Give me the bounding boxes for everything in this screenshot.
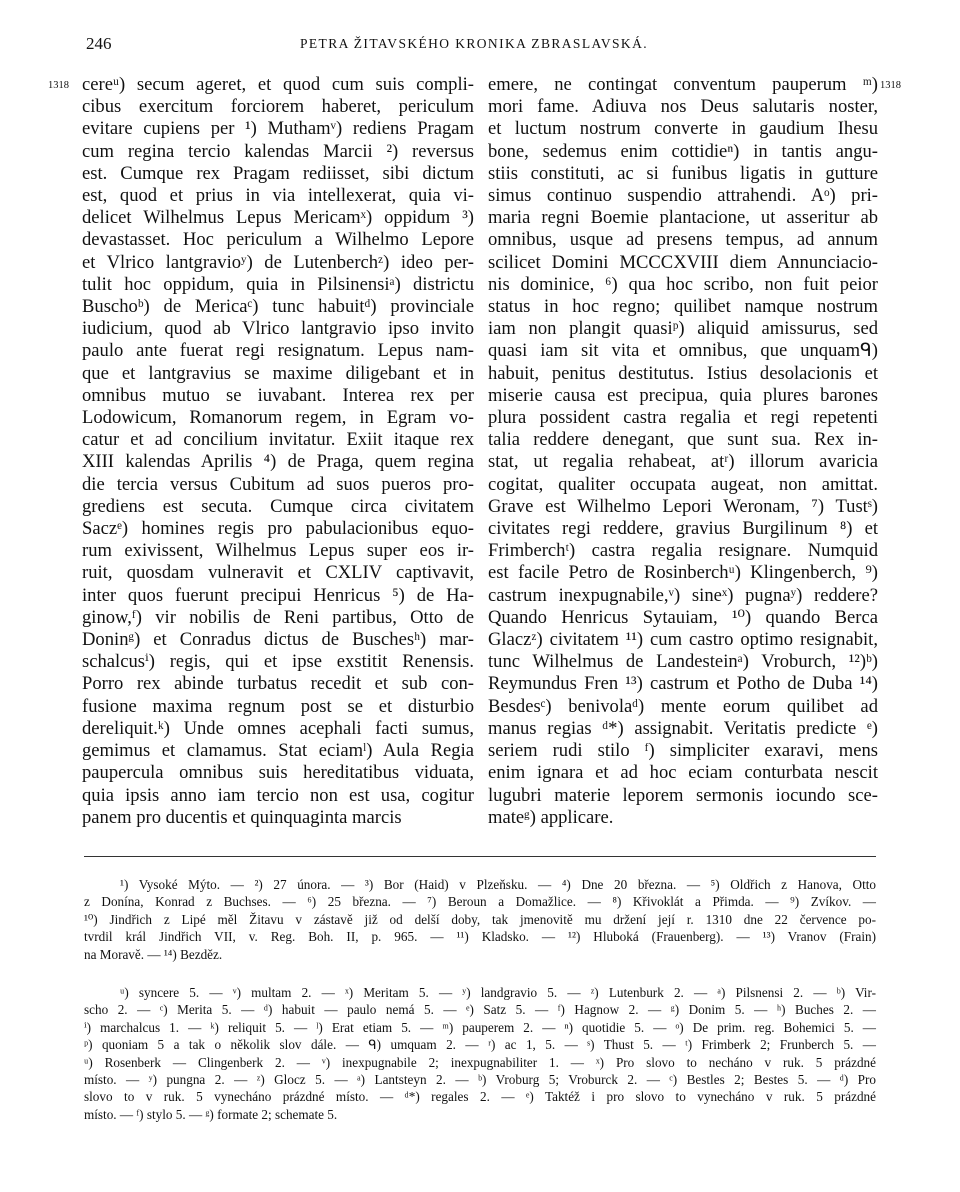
text-line: XIII kalendas Aprilis ⁴) de Praga, quem regina	[82, 451, 474, 473]
text-line: grediens est secuta. Cumque circa civitatem	[82, 495, 474, 517]
text-line: ruit, quosdam vulneravit et CXLIV captivavit,	[82, 562, 474, 584]
text-line: paupercula omnibus suis hereditatibus viduata,	[82, 762, 474, 784]
text-line: miserie causa est precipua, quia plures barones	[488, 384, 878, 406]
footnote-line: ¹⁰) Jindřich z Lipé měl Žitavu v zástavě již od delší doby, tak jmenovitě mu držení její r. 1310 dne 22 července po-	[84, 911, 876, 927]
text-line: emere, ne contingat conventum pauperum ᵐ)	[488, 74, 878, 95]
text-line: gemimus et clamamus. Stat eciamˡ) Aula Regia	[82, 740, 474, 762]
variant-note-line: scho 2. — ᶜ) Merita 5. — ᵈ) habuit — paulo nemá 5. — ᵉ) Satz 5. — ᶠ) Hagnow 2. — ᵍ) Donim 5. — ʰ) Buches 2. —	[84, 1002, 876, 1018]
text-line: nis dominice, ⁶) qua hoc scribo, non fuit peior	[488, 273, 878, 295]
text-line: omnibus mutuo se iuvabant. Interea rex per	[82, 384, 474, 406]
footnote-divider	[84, 856, 876, 857]
page-number: 246	[86, 34, 112, 53]
footnotes-czech	[84, 876, 876, 963]
text-line: Glaczᶻ) civitatem ¹¹) cum castro optimo resignabit,	[488, 629, 878, 651]
text-line: Quando Henricus Sytauiam, ¹⁰) quando Berca	[488, 606, 878, 628]
text-line: Besdesᶜ) benivolaᵈ) mente eorum quilibet ad	[488, 695, 878, 717]
text-line: Frimberchᵗ) castra regalia resignare. Numquid	[488, 540, 878, 562]
page-header	[0, 34, 960, 58]
text-line: scilicet Domini MCCCXVIII diem Annunciacio-	[488, 251, 878, 273]
text-line: est facile Petro de Rosinberchᵘ) Klingenberch, ⁹)	[488, 562, 878, 584]
text-line: seriem rudi stilo ᶠ) simpliciter exaravi, mens	[488, 740, 878, 762]
text-line: rum exivissent, Wilhelmus Lepus super eos ir-	[82, 540, 474, 562]
variant-note-line: slovo to v ruk. 5 vynecháno prázdné místo. — ᵈ*) regales 2. — ᵉ) Taktéž i pro slovo to vynecháno v ruk. 5 prázdné	[84, 1089, 876, 1105]
text-line: devastasset. Hoc periculum a Wilhelmo Lepore	[82, 229, 474, 251]
text-line: Buschoᵇ) de Mericaᶜ) tunc habuitᵈ) provinciale	[82, 296, 474, 318]
text-line: cereᵘ) secum ageret, et quod cum suis compli-	[82, 74, 474, 95]
variant-note-line: ⁱ) marchalcus 1. — ᵏ) reliquit 5. — ˡ) Erat etiam 5. — ᵐ) pauperem 2. — ⁿ) quotidie 5. — ᵒ) De prim. reg. Bohemici 5. —	[84, 1019, 876, 1035]
text-line: ginow,ᶠ) vir nobilis de Reni partibus, Otto de	[82, 606, 474, 628]
text-line: est. Cumque rex Pragam rediisset, sibi dictum	[82, 162, 474, 184]
text-line: Reymundus Fren ¹³) castrum et Potho de Duba ¹⁴)	[488, 673, 878, 695]
text-line: stat, ut regalia rehabeat, atʳ) illorum avaricia	[488, 451, 878, 473]
text-line: die tercia versus Cubitum ad suos pueros pro-	[82, 473, 474, 495]
text-line: manus regias ᵈ*) assignabit. Veritatis predicte ᵉ)	[488, 717, 878, 739]
text-line: plura possident castra regalia et regi repetenti	[488, 407, 878, 429]
text-line: Porro rex abinde turbatus recedit et sub con-	[82, 673, 474, 695]
text-line: Saczᵉ) homines regis pro pabulacionibus equo-	[82, 518, 474, 540]
text-column-right	[488, 74, 878, 829]
text-line: catur et ad concilium invitatur. Exiit itaque rex	[82, 429, 474, 451]
text-line: talia reddere denegant, que sunt sua. Rex in-	[488, 429, 878, 451]
text-line: paulo ante fuerat regi resignatum. Lepus nam-	[82, 340, 474, 362]
text-line: Grave est Wilhelmo Lepori Weronam, ⁷) Tustˢ)	[488, 495, 878, 517]
text-line: fusione maxima regnum post se et disturbio	[82, 695, 474, 717]
text-line: omnibus, usque ad presens tempus, ad annum	[488, 229, 878, 251]
footnotes-variants	[84, 984, 876, 1123]
text-line: status in hoc regno; quilibet namque nostrum	[488, 296, 878, 318]
text-line: enim ignara et ad hoc eciam conturbata nescit	[488, 762, 878, 784]
variant-note-line: ᵘ) Rosenberk — Clingenberk 2. — ᵛ) inexpugnabile 2; inexpugnabiliter 1. — ˣ) Pro slovo to necháno v ruk. 5 prázdné	[84, 1054, 876, 1070]
text-line: panem pro ducentis et quinquaginta marcis	[82, 806, 402, 828]
text-line: Lodowicum, Romanorum regem, in Egram vo-	[82, 407, 474, 429]
text-line: mateᵍ) applicare.	[488, 806, 614, 828]
text-line: habuit, penitus destitutus. Istius desolacionis et	[488, 362, 878, 384]
text-line: Doninᵍ) et Conradus dictus de Buschesʰ) mar-	[82, 629, 474, 651]
text-line: tunc Wilhelmus de Landesteinᵃ) Vroburch, ¹²)ᵇ)	[488, 651, 878, 673]
text-line: inter quos fuerunt precipui Henricus ⁵) de Ha-	[82, 584, 474, 606]
text-column-left	[82, 74, 474, 829]
text-line: iudicium, quod ab Vlrico lantgravio ipso invito	[82, 318, 474, 340]
text-line: evitare cupiens per ¹) Muthamᵛ) rediens Pragam	[82, 118, 474, 140]
text-line: lugubri materie leporem sermonis iocundo sce-	[488, 784, 878, 806]
text-line: iam non plangit quasiᵖ) aliquid amissurus, sed	[488, 318, 878, 340]
text-line: simus continuo suspendio attrahendi. Aᵒ) pri-	[488, 185, 878, 207]
margin-year-right: 1318	[880, 80, 901, 91]
text-line: dereliquit.ᵏ) Unde omnes acephali facti sumus,	[82, 717, 474, 739]
text-line: et luctum nostrum converte in gaudium Ihesu	[488, 118, 878, 140]
variant-note-line: ᵘ) syncere 5. — ᵛ) multam 2. — ˣ) Meritam 5. — ʸ) landgravio 5. — ᶻ) Lutenburk 2. — ᵃ) Pilsnensi 2. — ᵇ) Vir-	[120, 985, 876, 1000]
running-title: PETRA ŽITAVSKÉHO KRONIKA ZBRASLAVSKÁ.	[300, 36, 649, 51]
text-line: et Vlrico lantgravioʸ) de Lutenberchᶻ) ideo per-	[82, 251, 474, 273]
text-line: castrum inexpugnabile,ᵛ) sineˣ) pugnaʸ) reddere?	[488, 584, 878, 606]
margin-year-left: 1318	[48, 80, 69, 91]
variant-note-line: místo. — ʸ) pungna 2. — ᶻ) Glocz 5. — ᵃ) Lantsteyn 2. — ᵇ) Vroburg 5; Vroburck 2. — ᶜ) Bestles 2; Bestes 5. — ᵈ) Pro	[84, 1072, 876, 1088]
text-line: est, quod et prius in via intellexerat, quia vi-	[82, 185, 474, 207]
text-line: cum regina tercio kalendas Marcii ²) reversus	[82, 140, 474, 162]
text-line: civitates regi reddere, gravius Burgilinum ⁸) et	[488, 518, 878, 540]
footnote-line: na Moravě. — ¹⁴) Bezděz.	[84, 946, 223, 962]
text-line: bone, sedemus enim cottidieⁿ) in tantis angu-	[488, 140, 878, 162]
text-line: mori fame. Adiuva nos Deus salutaris noster,	[488, 96, 878, 118]
footnote-line: ¹) Vysoké Mýto. — ²) 27 února. — ³) Bor (Haid) v Plzeňsku. — ⁴) Dne 20 března. — ⁵) Oldřich z Hanova, Otto	[120, 877, 876, 892]
text-line: stiis constituti, ac si funibus ligatis in gutture	[488, 162, 878, 184]
text-line: tulit hoc oppidum, quia in Pilsinensiᵃ) districtu	[82, 273, 474, 295]
text-line: cogitat, qualiter occupata augeat, non amittat.	[488, 473, 878, 495]
footnote-line: tvrdil král Jindřich VII, v. Reg. Boh. II, p. 965. — ¹¹) Kladsko. — ¹²) Hluboká (Frauenberg). — ¹³) Vranov (Frain)	[84, 929, 876, 945]
variant-note-line: místo. — ᶠ) stylo 5. — ᵍ) formate 2; schemate 5.	[84, 1106, 338, 1122]
text-line: que et lantgravius se maxime diligebant et in	[82, 362, 474, 384]
text-line: schalcusⁱ) regis, qui et ipse exstitit Renensis.	[82, 651, 474, 673]
text-line: quasi iam sit vita et omnibus, que unquamᑫ)	[488, 340, 878, 362]
text-line: cibus exercitum forciorem haberet, periculum	[82, 96, 474, 118]
footnote-line: z Donína, Konrad z Buchses. — ⁶) 25 března. — ⁷) Beroun a Domažlice. — ⁸) Křivoklát a Přimda. — ⁹) Zvíkov. —	[84, 894, 876, 910]
text-line: quia ipsis anno iam tercio non est usa, cogitur	[82, 784, 474, 806]
text-line: maria regni Boemie plantacione, ut asseritur ab	[488, 207, 878, 229]
text-line: delicet Wilhelmus Lepus Mericamˣ) oppidum ³)	[82, 207, 474, 229]
variant-note-line: ᵖ) quoniam 5 a tak o několik slov dále. — ᑫ) umquam 2. — ʳ) ac 1, 5. — ˢ) Thust 5. — ᵗ) Frimberk 2; Frunberch 5. —	[84, 1037, 876, 1053]
